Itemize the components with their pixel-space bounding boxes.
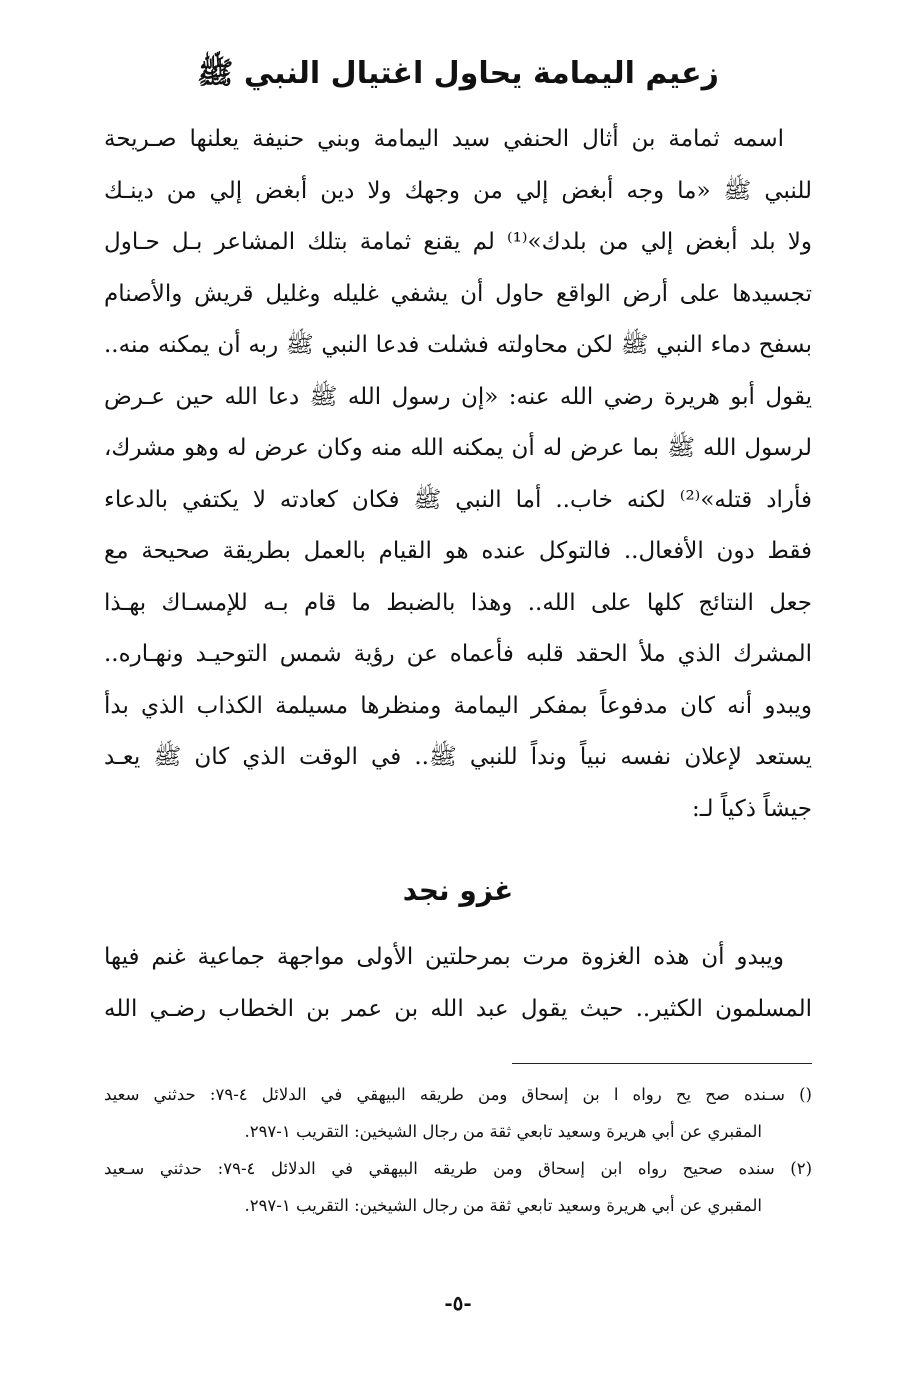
text-line: فأراد قتله»⁽²⁾ لكنه خاب.. أما النبي ﷺ فكان كعادته لا يكتفي بالدعاء (104, 486, 812, 513)
section-heading: غزو نجد (402, 874, 514, 907)
text-line: لرسول الله ﷺ بما عرض له أن يمكنه الله منه وكان عرض له وهو مشرك، (104, 435, 812, 461)
text-line: بسفح دماء النبي ﷺ لكن محاولته فشلت فدعا النبي ﷺ ربه أن يمكنه منه.. (104, 332, 812, 358)
footnote-line: المقبري عن أبي هريرة وسعيد تابعي ثقة من رجال الشيخين: التقريب ١-٢٩٧. (244, 1196, 762, 1215)
footnotes (104, 1076, 812, 1224)
footnote-line: المقبري عن أبي هريرة وسعيد تابعي ثقة من رجال الشيخين: التقريب ١-٢٩٧. (244, 1122, 762, 1141)
text-line: تجسيدها على أرض الواقع حاول أن يشفي غليله وغليل قريش والأصنام (104, 280, 812, 307)
text-line: يستعد لإعلان نفسه نبياً ونداً للنبي ﷺ.. في الوقت الذي كان ﷺ يعـد (104, 744, 812, 770)
text-line: فقط دون الأفعال.. فالتوكل عنده هو القيام بالعمل بطريقة صحيحة مع (104, 538, 812, 564)
text-line: المشرك الذي ملأ الحقد قلبه فأعماه عن رؤية شمس التوحيـد ونهـاره.. (104, 641, 812, 667)
paragraph-2 (104, 932, 812, 1035)
footnote-1 (104, 1076, 812, 1150)
paragraph-1 (104, 114, 812, 835)
footnote-line: () سـنده صح يح رواه ا بن إسحاق ومن طريقه البيهقي في الدلائل ٤-٧٩: حدثني سعيد (104, 1085, 812, 1104)
text-line: يقول أبو هريرة رضي الله عنه: «إن رسول الله ﷺ دعا الله حين عـرض (104, 383, 812, 410)
page-title: زعيم اليمامة يحاول اغتيال النبي ﷺ (197, 56, 719, 91)
text-line: ويبدو أن هذه الغزوة مرت بمرحلتين الأولى مواجهة جماعية غنم فيها (104, 944, 784, 970)
text-line: المسلمون الكثير.. حيث يقول عبد الله بن عمر بن الخطاب رضـي الله (104, 995, 812, 1022)
text-line: جعل النتائج كلها على الله.. وهذا بالضبط ما قام بـه للإمسـاك بهـذا (104, 589, 812, 616)
text-line: جيشاً ذكياً لـ: (692, 795, 812, 822)
text-line: ويبدو أنه كان مدفوعاً بمفكر اليمامة ومنظرها مسيلمة الكذاب الذي بدأ (104, 692, 812, 719)
text-line: للنبي ﷺ «ما وجه أبغض إلي من وجهك ولا دين أبغض إلي من دينـك (104, 177, 812, 204)
footnote-2 (104, 1150, 812, 1224)
text-line: اسمه ثمامة بن أثال الحنفي سيد اليمامة وبني حنيفة يعلنها صـريحة (104, 126, 784, 152)
footnote-line: (٢) سنده صحيح رواه ابن إسحاق ومن طريقه البيهقي في الدلائل ٤-٧٩: حدثني سـعيد (104, 1159, 812, 1178)
page-number: -٥- (444, 1291, 472, 1315)
footnote-divider (512, 1063, 812, 1064)
text-line: ولا بلد أبغض إلي من بلدك»⁽¹⁾ لم يقنع ثمامة بتلك المشاعر بـل حـاول (104, 229, 812, 255)
